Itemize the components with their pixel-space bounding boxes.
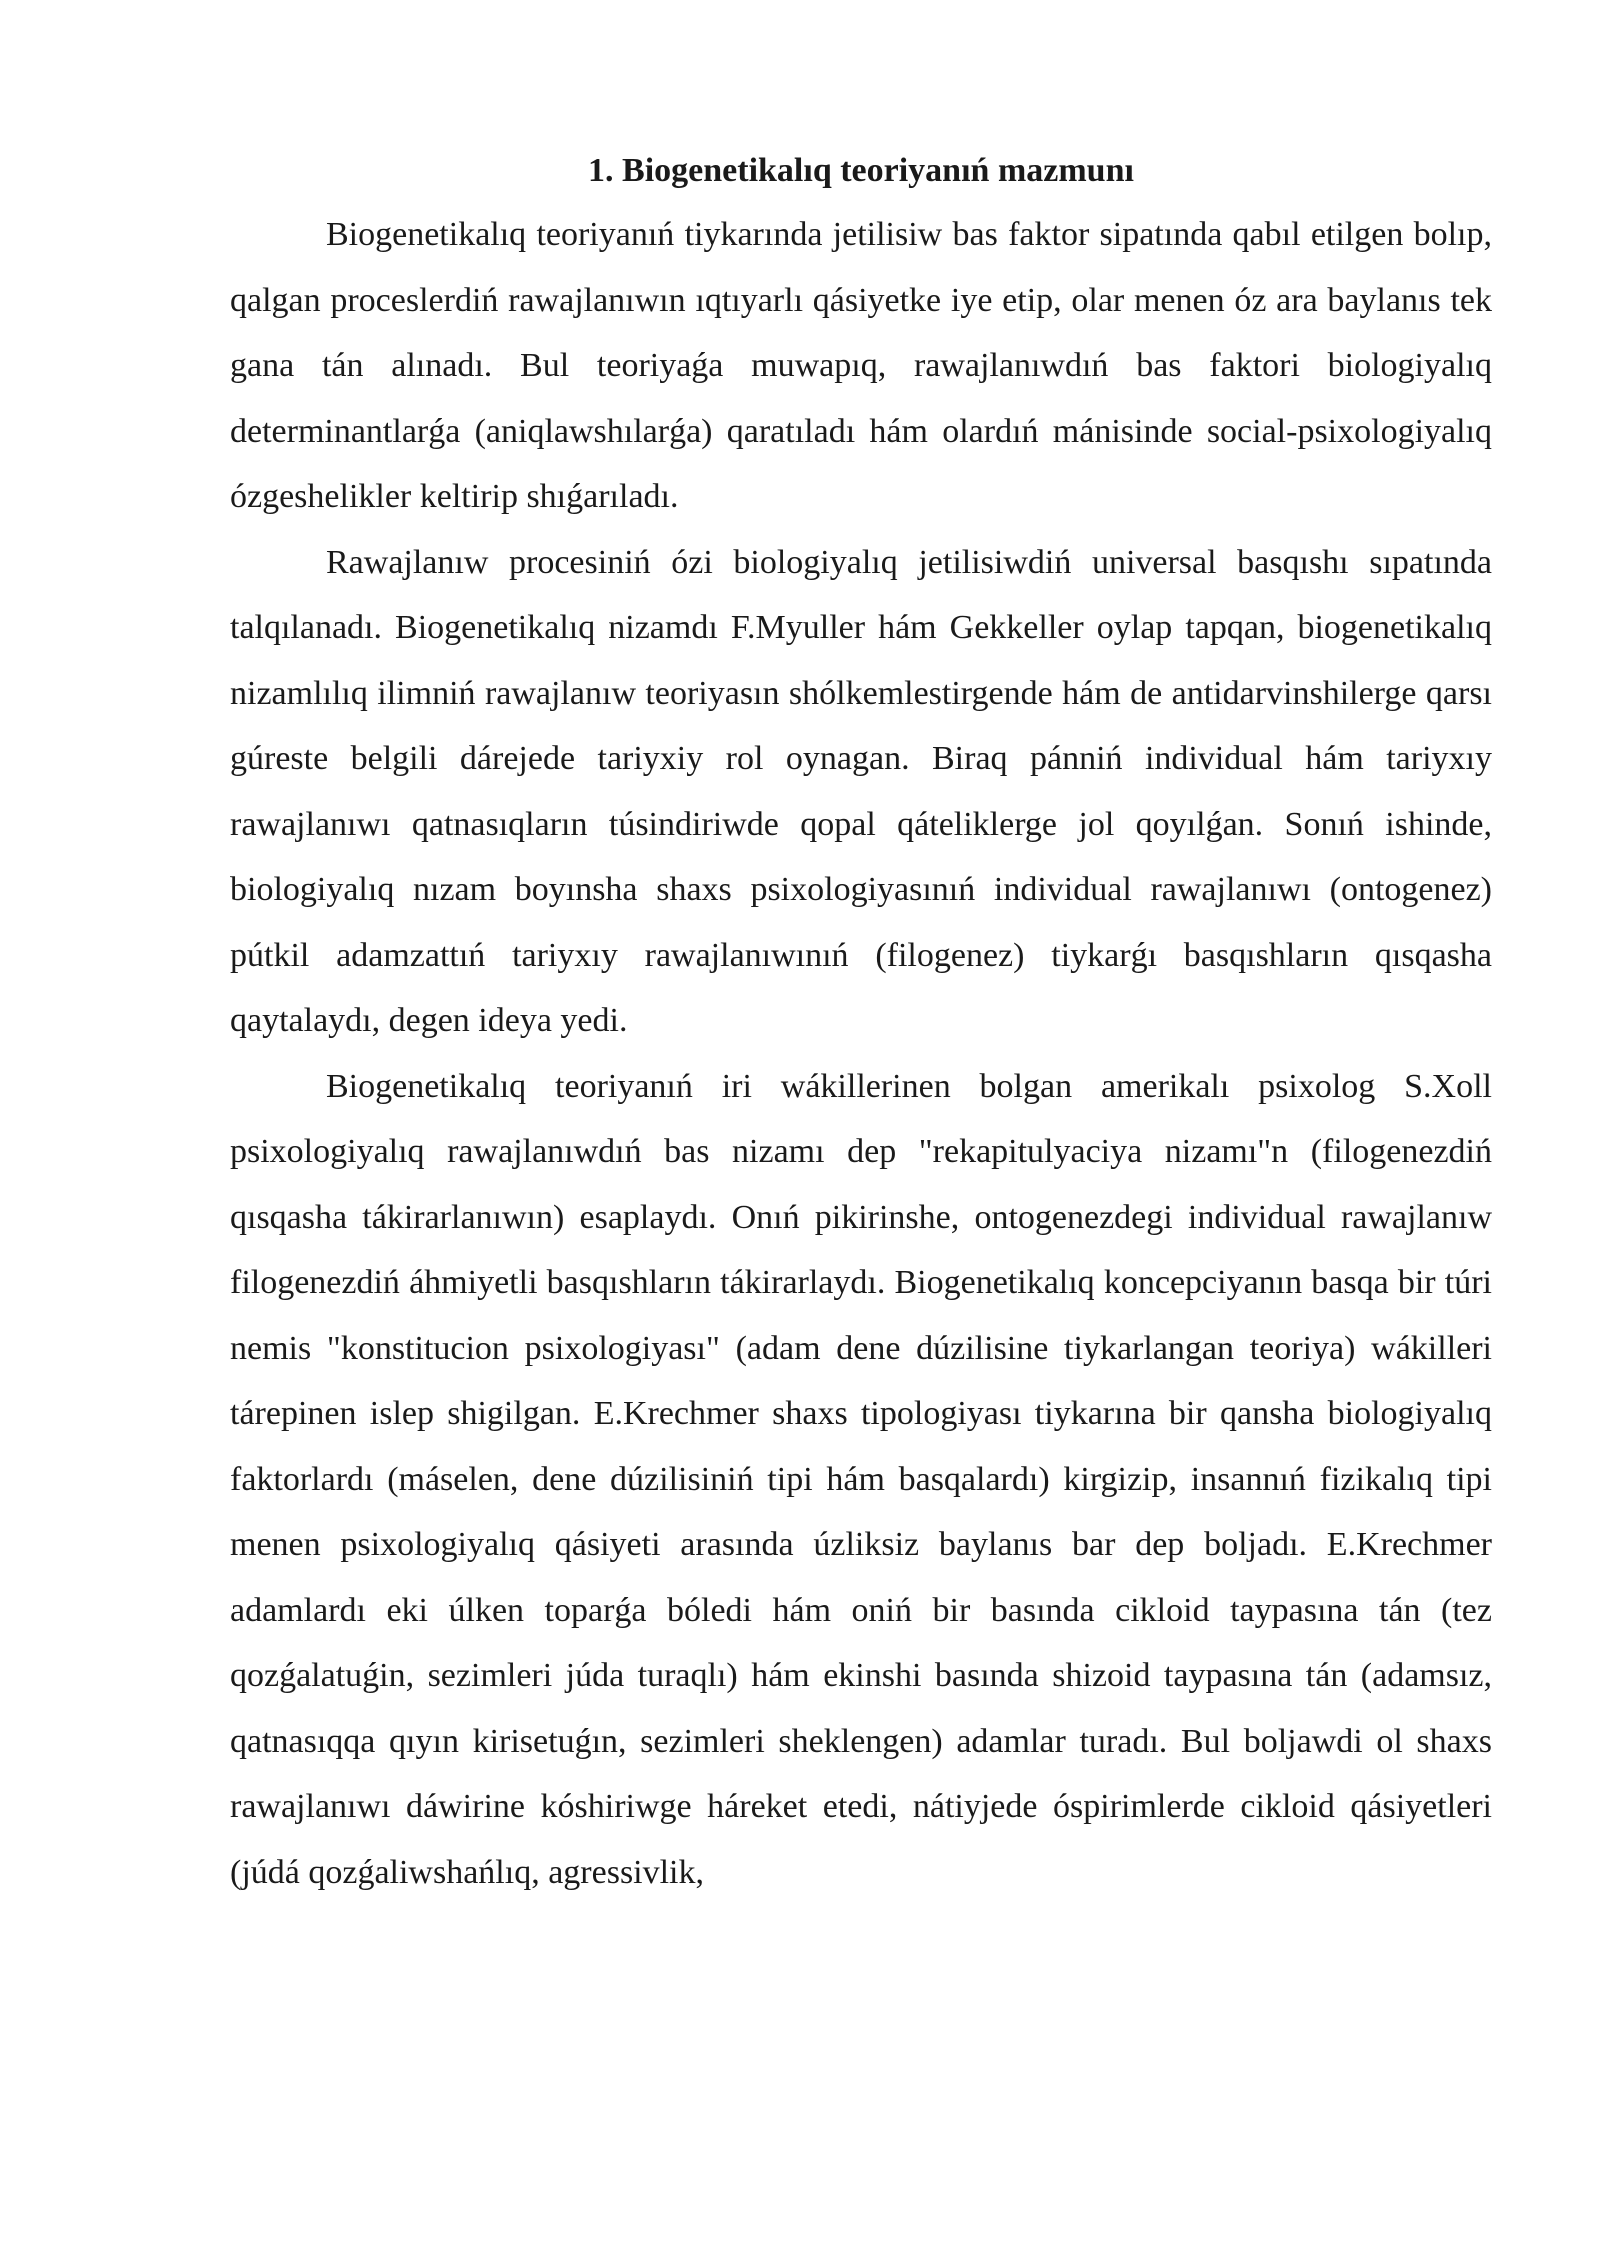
- paragraph-1: Biogenetikalıq teoriyanıń tiykarında jetilisiw bas faktor sipatında qabıl etilgen bolıp, qalgan proceslerdiń rawajlanıwın ıqtıyarlı qásiyetke iye etip, olar menen óz ara baylanıs tek gana tán alınadı. Bul teoriyaǵa muwapıq, rawajlanıwdıń bas faktori biologiyalıq determinantlarǵa (aniqlawshılarǵa) qaratıladı hám olardıń mánisinde social-psixologiyalıq ózgeshelikler keltirip shıǵarıladı.: [230, 216, 1492, 515]
- document-page: [230, 150, 1492, 1905]
- paragraph-2: Rawajlanıw procesiniń ózi biologiyalıq jetilisiwdiń universal basqıshı sıpatında talqılanadı. Biogenetikalıq nizamdı F.Myuller hám Gekkeller oylap tapqan, biogenetikalıq nizamlılıq ilimniń rawajlanıw teoriyasın shólkemlestirgende hám de antidarvinshilerge qarsı gúreste belgili dárejede tariyxiy rol oynagan. Biraq pánniń individual hám tariyxıy rawajlanıwı qatnasıqların túsindiriwde qopal qáteliklerge jol qoyılǵan. Sonıń ishinde, biologiyalıq nızam boyınsha shaxs psixologiyasınıń individual rawajlanıwı (ontogenez) pútkil adamzattıń tariyxıy rawajlanıwınıń (filogenez) tiykarǵı basqıshların qısqasha qaytalaydı, degen ideya yedi.: [230, 543, 1492, 1039]
- paragraph-3: Biogenetikalıq teoriyanıń iri wákillerinen bolgan amerikalı psixolog S.Xoll psixologiyalıq rawajlanıwdıń bas nizamı dep "rekapitulyaciya nizamı"n (filogenezdiń qısqasha tákirarlanıwın) esaplaydı. Onıń pikirinshe, ontogenezdegi individual rawajlanıw filogenezdiń áhmiyetli basqıshların tákirarlaydı. Biogenetikalıq koncepciyanın basqa bir túri nemis "konstitucion psixologiyası" (adam dene dúzilisine tiykarlangan teoriya) wákilleri tárepinen islep shigilgan. E.Krechmer shaxs tipologiyası tiykarına bir qansha biologiyalıq faktorlardı (máselen, dene dúzilisiniń tipi hám basqalardı) kirgizip, insannıń fizikalıq tipi menen psixologiyalıq qásiyeti arasında úzliksiz baylanıs bar dep boljadı. E.Krechmer adamlardı eki úlken toparǵa bóledi hám oniń bir basında cikloid taypasına tán (tez qozǵalatuǵin, sezimleri júda turaqlı) hám ekinshi basında shizoid taypasına tán (adamsız, qatnasıqqa qıyın kirisetuǵın, sezimleri sheklengen) adamlar turadı. Bul boljawdi ol shaxs rawajlanıwı dáwirine kóshiriwge háreket etedi, nátiyjede óspirimlerde cikloid qásiyetleri (júdá qozǵaliwshańlıq, agressivlik,: [230, 1067, 1492, 1891]
- document-heading: 1. Biogenetikalıq teoriyanıń mazmunı: [588, 152, 1134, 189]
